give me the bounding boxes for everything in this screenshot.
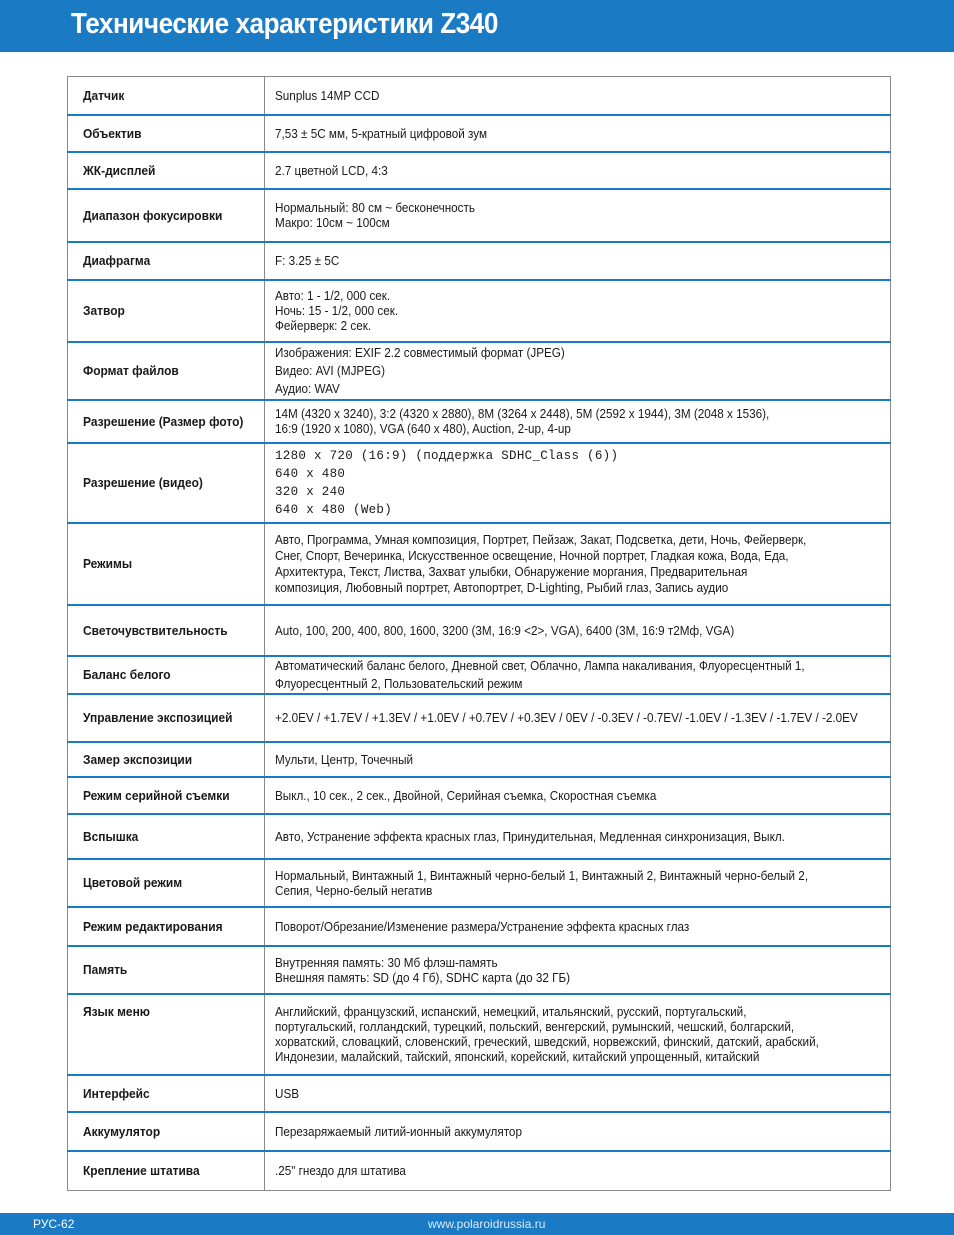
table-row (68, 694, 891, 742)
table-row (68, 523, 891, 605)
spec-label: Цветовой режим (68, 859, 265, 907)
spec-label: Крепление штатива (68, 1151, 265, 1191)
spec-value: Авто, Устранение эффекта красных глаз, Принудительная, Медленная синхронизация, Выкл. (265, 814, 891, 859)
spec-label: Интерфейс (68, 1075, 265, 1112)
table-row (68, 859, 891, 907)
table-row (68, 814, 891, 859)
table-row (68, 152, 891, 189)
spec-label: Язык меню (68, 994, 265, 1075)
spec-label: Вспышка (68, 814, 265, 859)
table-row (68, 605, 891, 656)
spec-value: +2.0EV / +1.7EV / +1.3EV / +1.0EV / +0.7EV / +0.3EV / 0EV / -0.3EV / -0.7EV/ -1.0EV / -1.3EV / -1.7EV / -2.0EV (265, 694, 891, 742)
page-footer (0, 1213, 954, 1235)
spec-value: Auto, 100, 200, 400, 800, 1600, 3200 (3M, 16:9 <2>, VGA), 6400 (3M, 16:9 т2Мф, VGA) (265, 605, 891, 656)
spec-label: Светочувствительность (68, 605, 265, 656)
spec-label: Диафрагма (68, 242, 265, 280)
spec-label: Баланс белого (68, 656, 265, 694)
spec-label: Аккумулятор (68, 1112, 265, 1151)
table-row (68, 77, 891, 115)
table-row (68, 777, 891, 814)
spec-value: F: 3.25 ± 5C (265, 242, 891, 280)
table-row (68, 946, 891, 994)
page-header (0, 0, 954, 52)
spec-label: Управление экспозицией (68, 694, 265, 742)
spec-value: Нормальный: 80 см ~ бесконечность Макро: 10см ~ 100см (265, 189, 891, 242)
table-row (68, 1075, 891, 1112)
spec-value: Sunplus 14MP CCD (265, 77, 891, 115)
spec-label: ЖК-дисплей (68, 152, 265, 189)
spec-value: Внутренняя память: 30 Мб флэш-память Внешняя память: SD (до 4 Гб), SDHC карта (до 32 ГБ) (265, 946, 891, 994)
spec-label: Разрешение (видео) (68, 443, 265, 523)
table-row (68, 1112, 891, 1151)
table-row (68, 656, 891, 694)
spec-value: USB (265, 1075, 891, 1112)
spec-value: 1280 x 720 (16:9) (поддержка SDHC_Class (6)) 640 x 480 320 x 240 640 x 480 (Web) (265, 443, 891, 523)
spec-value: 2.7 цветной LCD, 4:3 (265, 152, 891, 189)
spec-value: Мульти, Центр, Точечный (265, 742, 891, 777)
spec-label: Затвор (68, 280, 265, 342)
spec-label: Режим серийной съемки (68, 777, 265, 814)
table-row (68, 443, 891, 523)
spec-value: 14M (4320 x 3240), 3:2 (4320 x 2880), 8M (3264 x 2448), 5M (2592 x 1944), 3M (2048 x 1536), 16:9 (1920 x 1080), VGA (640 x 480), Auction, 2-up, 4-up (265, 400, 891, 443)
spec-label: Режим редактирования (68, 907, 265, 946)
table-row (68, 907, 891, 946)
spec-label: Режимы (68, 523, 265, 605)
table-row (68, 242, 891, 280)
spec-value: 7,53 ± 5C мм, 5-кратный цифровой зум (265, 115, 891, 152)
spec-value: Поворот/Обрезание/Изменение размера/Устранение эффекта красных глаз (265, 907, 891, 946)
spec-label: Память (68, 946, 265, 994)
page-title: Технические характеристики Z340 (71, 8, 498, 40)
page-number: РУС-62 (33, 1217, 75, 1231)
spec-value: Изображения: EXIF 2.2 совместимый формат (JPEG) Видео: AVI (MJPEG) Аудио: WAV (265, 342, 891, 400)
table-row (68, 280, 891, 342)
spec-value: Выкл., 10 сек., 2 сек., Двойной, Серийная съемка, Скоростная съемка (265, 777, 891, 814)
table-row (68, 189, 891, 242)
spec-label: Формат файлов (68, 342, 265, 400)
table-row (68, 115, 891, 152)
spec-label: Разрешение (Размер фото) (68, 400, 265, 443)
table-row (68, 742, 891, 777)
table-row (68, 400, 891, 443)
spec-table (67, 76, 891, 1191)
spec-value: .25" гнездо для штатива (265, 1151, 891, 1191)
spec-label: Замер экспозиции (68, 742, 265, 777)
spec-value: Автоматический баланс белого, Дневной свет, Облачно, Лампа накаливания, Флуоресцентный 1, Флуоресцентный 2, Пользовательский режим (265, 656, 891, 694)
spec-label: Датчик (68, 77, 265, 115)
spec-value: Нормальный, Винтажный 1, Винтажный черно-белый 1, Винтажный 2, Винтажный черно-белый 2, Сепия, Черно-белый негатив (265, 859, 891, 907)
spec-value: Авто: 1 - 1/2, 000 сек. Ночь: 15 - 1/2, 000 сек. Фейерверк: 2 сек. (265, 280, 891, 342)
table-row (68, 1151, 891, 1191)
footer-url: www.polaroidrussia.ru (428, 1217, 546, 1231)
spec-label: Диапазон фокусировки (68, 189, 265, 242)
table-row (68, 342, 891, 400)
table-row (68, 994, 891, 1075)
spec-label: Объектив (68, 115, 265, 152)
spec-value: Английский, французский, испанский, немецкий, итальянский, русский, португальский, португальский, голландский, турецкий, польский, венгерский, румынский, чешский, болгарский, хорватский, словацкий, словенский, греческий, шведский, норвежский, финский, датский, арабский, Индонезии, малайский, тайский, японский, корейский, китайский упрощенный, китайский (265, 994, 891, 1075)
spec-value: Авто, Программа, Умная композиция, Портрет, Пейзаж, Закат, Подсветка, дети, Ночь, Фейерверк, Снег, Спорт, Вечеринка, Искусственное освещение, Ночной портрет, Гладкая кожа, Вода, Еда, Архитектура, Текст, Листва, Захват улыбки, Обнаружение моргания, Предварительная композиция, Любовный портрет, Автопортрет, D-Lighting, Рыбий глаз, Запись аудио (265, 523, 891, 605)
spec-value: Перезаряжаемый литий-ионный аккумулятор (265, 1112, 891, 1151)
